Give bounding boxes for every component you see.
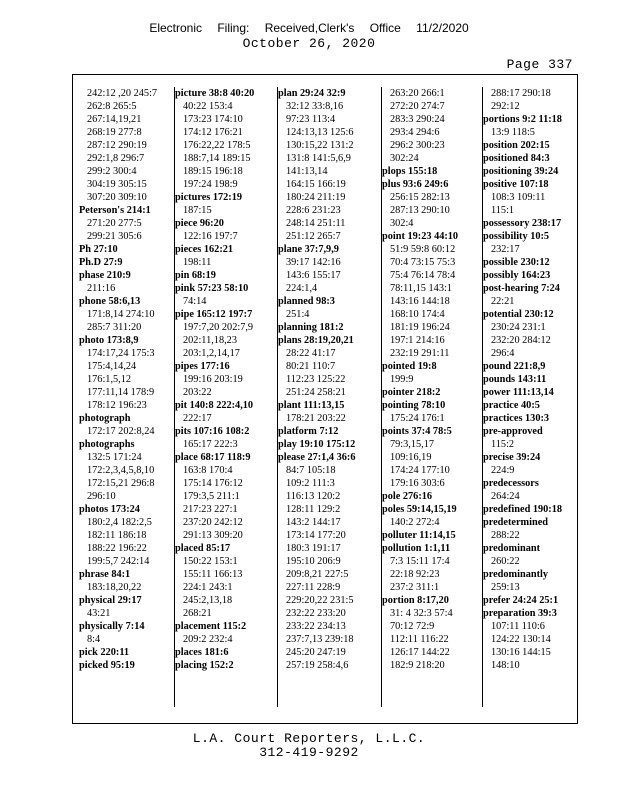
index-term: pin 68:19 bbox=[175, 270, 216, 281]
filing-word-office: Office bbox=[369, 21, 401, 35]
index-page-refs: 296:10 bbox=[87, 491, 116, 502]
index-page-refs: 109:2 111:3 bbox=[286, 478, 335, 489]
index-page-refs: 115:2 bbox=[491, 439, 515, 450]
index-term: phrase 84:1 bbox=[79, 569, 131, 580]
index-page-refs: 203:1,2,14,17 bbox=[183, 348, 240, 359]
index-page-refs: 267:14,19,21 bbox=[87, 114, 142, 125]
index-page-refs: 171:8,14 274:10 bbox=[87, 309, 155, 320]
index-term: possessory 238:17 bbox=[483, 218, 562, 229]
index-page-refs: 143:16 144:18 bbox=[390, 296, 450, 307]
index-page-refs: 230:24 231:1 bbox=[491, 322, 546, 333]
index-term: please 27:1,4 36:6 bbox=[278, 452, 356, 463]
index-page-refs: 232:17 bbox=[491, 244, 520, 255]
index-page-refs: 173:14 177:20 bbox=[286, 530, 346, 541]
index-column-5 bbox=[482, 87, 578, 707]
index-page-refs: 199:5,7 242:14 bbox=[87, 556, 150, 567]
index-page-refs: 180:24 211:19 bbox=[286, 192, 346, 203]
index-page-refs: 70:4 73:15 75:3 bbox=[390, 257, 456, 268]
index-page-refs: 242:12 ,20 245:7 bbox=[87, 88, 158, 99]
index-term: pieces 162:21 bbox=[175, 244, 234, 255]
index-page-refs: 262:8 265:5 bbox=[87, 101, 137, 112]
index-page-refs: 180:3 191:17 bbox=[286, 543, 341, 554]
index-page-refs: 288:22 bbox=[491, 530, 520, 541]
index-page-refs: 233:22 234:13 bbox=[286, 621, 346, 632]
index-page-refs: 259:13 bbox=[491, 582, 520, 593]
index-page-refs: 197:1 214:16 bbox=[390, 335, 445, 346]
index-term: practices 130:3 bbox=[483, 413, 550, 424]
index-term: Ph.D 27:9 bbox=[79, 257, 123, 268]
index-term: phone 58:6,13 bbox=[79, 296, 141, 307]
index-page-refs: 224:1,4 bbox=[286, 283, 318, 294]
index-page-refs: 165:17 222:3 bbox=[183, 439, 238, 450]
index-page-refs: 203:22 bbox=[183, 387, 212, 398]
index-page-refs: 155:11 166:13 bbox=[183, 569, 243, 580]
index-page-refs: 232:19 291:11 bbox=[390, 348, 450, 359]
index-term: photograph bbox=[79, 413, 131, 424]
index-page-refs: 164:15 166:19 bbox=[286, 179, 346, 190]
index-page-refs: 143:6 155:17 bbox=[286, 270, 341, 281]
index-page-refs: 40:22 153:4 bbox=[183, 101, 233, 112]
index-page-refs: 70:12 72:9 bbox=[390, 621, 435, 632]
index-term: polluter 11:14,15 bbox=[382, 530, 456, 541]
index-page-refs: 283:3 290:24 bbox=[390, 114, 445, 125]
index-term: picked 95:19 bbox=[79, 660, 135, 671]
index-term: physical 29:17 bbox=[79, 595, 142, 606]
index-page-refs: 232:20 284:12 bbox=[491, 335, 551, 346]
index-page-refs: 179:16 303:6 bbox=[390, 478, 445, 489]
index-page-refs: 78:11,15 143:1 bbox=[390, 283, 452, 294]
index-term: placement 115:2 bbox=[175, 621, 247, 632]
index-page-refs: 172:15,21 296:8 bbox=[87, 478, 155, 489]
transcript-date: October 26, 2020 bbox=[242, 36, 376, 51]
index-page-refs: 268:19 277:8 bbox=[87, 127, 142, 138]
index-page-refs: 224:9 bbox=[491, 465, 515, 476]
index-page-refs: 287:13 290:10 bbox=[390, 205, 450, 216]
index-term: pit 140:8 222:4,10 bbox=[175, 400, 254, 411]
index-term: places 181:6 bbox=[175, 647, 229, 658]
index-page-refs: 31: 4 32:3 57:4 bbox=[390, 608, 453, 619]
index-page-refs: 175:14 176:12 bbox=[183, 478, 243, 489]
index-term: predefined 190:18 bbox=[483, 504, 563, 515]
index-term: planning 181:2 bbox=[278, 322, 344, 333]
index-page-refs: 202:11,18,23 bbox=[183, 335, 237, 346]
index-term: pits 107:16 108:2 bbox=[175, 426, 250, 437]
index-page-refs: 251:4 bbox=[286, 309, 310, 320]
index-page-refs: 304:19 305:15 bbox=[87, 179, 147, 190]
index-term: pre-approved bbox=[483, 426, 543, 437]
index-term: pounds 143:11 bbox=[483, 374, 547, 385]
filing-date: 11/2/2020 bbox=[416, 21, 469, 35]
index-term: positioning 39:24 bbox=[483, 166, 559, 177]
index-page-refs: 75:4 76:14 78:4 bbox=[390, 270, 456, 281]
index-page-refs: 256:15 282:13 bbox=[390, 192, 450, 203]
index-page-refs: 197:7,20 202:7,9 bbox=[183, 322, 254, 333]
index-page-refs: 124:13,13 125:6 bbox=[286, 127, 354, 138]
index-column-4 bbox=[381, 87, 483, 707]
index-term: preparation 39:3 bbox=[483, 608, 557, 619]
index-page-refs: 176:1,5,12 bbox=[87, 374, 132, 385]
index-page-refs: 288:17 290:18 bbox=[491, 88, 551, 99]
index-page-refs: 237:7,13 239:18 bbox=[286, 634, 354, 645]
index-page-refs: 285:7 311:20 bbox=[87, 322, 142, 333]
index-page-refs: 264:24 bbox=[491, 491, 520, 502]
index-term: predominantly bbox=[483, 569, 549, 580]
index-page-refs: 199:16 203:19 bbox=[183, 374, 243, 385]
index-page-refs: 299:2 300:4 bbox=[87, 166, 137, 177]
index-term: pointing 78:10 bbox=[382, 400, 446, 411]
filing-word-received: Received,Clerk's bbox=[264, 21, 355, 35]
index-page-refs: 140:2 272:4 bbox=[390, 517, 440, 528]
index-page-refs: 209:2 232:4 bbox=[183, 634, 233, 645]
index-page-refs: 291:13 309:20 bbox=[183, 530, 243, 541]
index-box bbox=[72, 74, 578, 724]
index-page-refs: 179:3,5 211:1 bbox=[183, 491, 240, 502]
index-term: plops 155:18 bbox=[382, 166, 438, 177]
index-page-refs: 245:20 247:19 bbox=[286, 647, 346, 658]
index-term: pointer 218:2 bbox=[382, 387, 441, 398]
index-term: plant 111:13,15 bbox=[278, 400, 345, 411]
index-term: plane 37:7,9,9 bbox=[278, 244, 339, 255]
index-page-refs: 43:21 bbox=[87, 608, 111, 619]
index-term: pick 220:11 bbox=[79, 647, 130, 658]
index-page-refs: 296:2 300:23 bbox=[390, 140, 445, 151]
index-page-refs: 229:20,22 231:5 bbox=[286, 595, 354, 606]
index-page-refs: 182:9 218:20 bbox=[390, 660, 445, 671]
index-page-refs: 188:22 196:22 bbox=[87, 543, 147, 554]
index-page-refs: 251:12 265:7 bbox=[286, 231, 341, 242]
index-term: portion 8:17,20 bbox=[382, 595, 449, 606]
index-page-refs: 130:16 144:15 bbox=[491, 647, 551, 658]
index-term: Peterson's 214:1 bbox=[79, 205, 151, 216]
index-page-refs: 51:9 59:8 60:12 bbox=[390, 244, 456, 255]
index-page-refs: 148:10 bbox=[491, 660, 520, 671]
index-page-refs: 268:21 bbox=[183, 608, 212, 619]
index-page-refs: 217:23 227:1 bbox=[183, 504, 238, 515]
index-page-refs: 222:17 bbox=[183, 413, 212, 424]
index-page-refs: 13:9 118:5 bbox=[491, 127, 535, 138]
index-page-refs: 227:11 228:9 bbox=[286, 582, 341, 593]
index-term: pictures 172:19 bbox=[175, 192, 243, 203]
index-term: portions 9:2 11:18 bbox=[483, 114, 562, 125]
index-page-refs: 292:12 bbox=[491, 101, 520, 112]
index-page-refs: 182:11 186:18 bbox=[87, 530, 147, 541]
index-page-refs: 150:22 153:1 bbox=[183, 556, 238, 567]
index-page-refs: 109:16,19 bbox=[390, 452, 432, 463]
index-page-refs: 116:13 120:2 bbox=[286, 491, 341, 502]
index-page-refs: 122:16 197:7 bbox=[183, 231, 238, 242]
reporter-company: L.A. Court Reporters, L.L.C. bbox=[192, 731, 426, 746]
index-page-refs: 251:24 258:21 bbox=[286, 387, 346, 398]
index-page-refs: 7:3 15:11 17:4 bbox=[390, 556, 450, 567]
index-term: plan 29:24 32:9 bbox=[278, 88, 346, 99]
index-term: points 37:4 78:5 bbox=[382, 426, 452, 437]
index-page-refs: 181:19 196:24 bbox=[390, 322, 450, 333]
index-term: place 68:17 118:9 bbox=[175, 452, 251, 463]
index-term: photos 173:24 bbox=[79, 504, 140, 515]
index-page-refs: 248:14 251:11 bbox=[286, 218, 346, 229]
index-page-refs: 260:22 bbox=[491, 556, 520, 567]
index-term: physically 7:14 bbox=[79, 621, 145, 632]
index-term: predominant bbox=[483, 543, 541, 554]
index-term: point 19:23 44:10 bbox=[382, 231, 459, 242]
index-page-refs: 28:22 41:17 bbox=[286, 348, 336, 359]
index-page-refs: 168:10 174:4 bbox=[390, 309, 445, 320]
index-page-refs: 292:1,8 296:7 bbox=[87, 153, 145, 164]
reporter-phone: 312-419-9292 bbox=[259, 745, 359, 760]
index-page-refs: 176:22,22 178:5 bbox=[183, 140, 251, 151]
index-page-refs: 108:3 109:11 bbox=[491, 192, 546, 203]
index-page-refs: 245:2,13,18 bbox=[183, 595, 233, 606]
index-page-refs: 198:11 bbox=[183, 257, 212, 268]
index-page-refs: 130:15,22 131:2 bbox=[286, 140, 354, 151]
index-page-refs: 112:11 116:22 bbox=[390, 634, 449, 645]
index-page-refs: 74:14 bbox=[183, 296, 207, 307]
index-term: planned 98:3 bbox=[278, 296, 335, 307]
index-term: plans 28:19,20,21 bbox=[278, 335, 354, 346]
index-term: pole 276:16 bbox=[382, 491, 433, 502]
index-page-refs: 8:4 bbox=[87, 634, 101, 645]
index-page-refs: 177:11,14 178:9 bbox=[87, 387, 155, 398]
index-page-refs: 79:3,15,17 bbox=[390, 439, 435, 450]
index-term: pipes 177:16 bbox=[175, 361, 230, 372]
index-page-refs: 209:8,21 227:5 bbox=[286, 569, 349, 580]
index-page-refs: 141:13,14 bbox=[286, 166, 328, 177]
index-page-refs: 272:20 274:7 bbox=[390, 101, 445, 112]
index-term: Ph 27:10 bbox=[79, 244, 118, 255]
index-page-refs: 124:22 130:14 bbox=[491, 634, 551, 645]
index-term: possibly 164:23 bbox=[483, 270, 551, 281]
index-term: predetermined bbox=[483, 517, 549, 528]
index-term: piece 96:20 bbox=[175, 218, 224, 229]
index-page-refs: 174:17,24 175:3 bbox=[87, 348, 155, 359]
index-page-refs: 237:2 311:1 bbox=[390, 582, 440, 593]
filing-stamp bbox=[0, 21, 618, 35]
index-page-refs: 188:7,14 189:15 bbox=[183, 153, 251, 164]
index-column-3 bbox=[277, 87, 382, 707]
index-page-refs: 307:20 309:10 bbox=[87, 192, 147, 203]
index-term: power 111:13,14 bbox=[483, 387, 554, 398]
page-number: Page 337 bbox=[506, 57, 573, 72]
index-page-refs: 84:7 105:18 bbox=[286, 465, 336, 476]
index-page-refs: 132:5 171:24 bbox=[87, 452, 142, 463]
index-page-refs: 197:24 198:9 bbox=[183, 179, 238, 190]
index-page-refs: 257:19 258:4,6 bbox=[286, 660, 349, 671]
index-page-refs: 178:21 203:22 bbox=[286, 413, 346, 424]
index-page-refs: 189:15 196:18 bbox=[183, 166, 243, 177]
index-term: picture 38:8 40:20 bbox=[175, 88, 255, 99]
index-term: platform 7:12 bbox=[278, 426, 339, 437]
index-page-refs: 32:12 33:8,16 bbox=[286, 101, 344, 112]
index-page-refs: 131:8 141:5,6,9 bbox=[286, 153, 351, 164]
index-term: pipe 165:12 197:7 bbox=[175, 309, 253, 320]
index-page-refs: 174:12 176:21 bbox=[183, 127, 243, 138]
index-term: placed 85:17 bbox=[175, 543, 231, 554]
index-page-refs: 175:4,14,24 bbox=[87, 361, 137, 372]
index-term: practice 40:5 bbox=[483, 400, 540, 411]
index-term: possibility 10:5 bbox=[483, 231, 550, 242]
index-page-refs: 224:1 243:1 bbox=[183, 582, 233, 593]
index-term: prefer 24:24 25:1 bbox=[483, 595, 559, 606]
index-term: positive 107:18 bbox=[483, 179, 549, 190]
index-term: pointed 19:8 bbox=[382, 361, 437, 372]
index-term: plus 93:6 249:6 bbox=[382, 179, 449, 190]
index-page-refs: 183:18,20,22 bbox=[87, 582, 142, 593]
index-term: placing 152:2 bbox=[175, 660, 234, 671]
index-page-refs: 175:24 176:1 bbox=[390, 413, 445, 424]
index-page-refs: 296:4 bbox=[491, 348, 515, 359]
index-page-refs: 187:15 bbox=[183, 205, 212, 216]
index-page-refs: 143:2 144:17 bbox=[286, 517, 341, 528]
index-page-refs: 237:20 242:12 bbox=[183, 517, 243, 528]
index-page-refs: 271:20 277:5 bbox=[87, 218, 142, 229]
index-page-refs: 199:9 bbox=[390, 374, 414, 385]
filing-word-filing: Filing: bbox=[217, 21, 250, 35]
index-term: positioned 84:3 bbox=[483, 153, 550, 164]
index-term: play 19:10 175:12 bbox=[278, 439, 356, 450]
index-term: post-hearing 7:24 bbox=[483, 283, 560, 294]
index-page-refs: 163:8 170:4 bbox=[183, 465, 233, 476]
index-term: pink 57:23 58:10 bbox=[175, 283, 249, 294]
index-page-refs: 126:17 144:22 bbox=[390, 647, 450, 658]
index-page-refs: 228:6 231:23 bbox=[286, 205, 341, 216]
index-page-refs: 211:16 bbox=[87, 283, 116, 294]
index-column-1 bbox=[78, 87, 175, 707]
index-term: photographs bbox=[79, 439, 135, 450]
index-page-refs: 302:4 bbox=[390, 218, 414, 229]
index-page-refs: 115:1 bbox=[491, 205, 515, 216]
index-term: potential 230:12 bbox=[483, 309, 554, 320]
index-page-refs: 172:2,3,4,5,8,10 bbox=[87, 465, 155, 476]
index-page-refs: 97:23 113:4 bbox=[286, 114, 336, 125]
index-page-refs: 263:20 266:1 bbox=[390, 88, 445, 99]
index-page-refs: 112:23 125:22 bbox=[286, 374, 346, 385]
index-page-refs: 172:17 202:8,24 bbox=[87, 426, 155, 437]
index-term: predecessors bbox=[483, 478, 539, 489]
index-page-refs: 39:17 142:16 bbox=[286, 257, 341, 268]
index-term: position 202:15 bbox=[483, 140, 550, 151]
index-page-refs: 22:21 bbox=[491, 296, 515, 307]
index-page-refs: 173:23 174:10 bbox=[183, 114, 243, 125]
index-term: precise 39:24 bbox=[483, 452, 541, 463]
index-term: pollution 1:1,11 bbox=[382, 543, 451, 554]
index-page-refs: 293:4 294:6 bbox=[390, 127, 440, 138]
index-page-refs: 299:21 305:6 bbox=[87, 231, 142, 242]
index-term: phase 210:9 bbox=[79, 270, 131, 281]
index-page-refs: 174:24 177:10 bbox=[390, 465, 450, 476]
index-column-2 bbox=[174, 87, 278, 707]
index-page-refs: 180:2,4 182:2,5 bbox=[87, 517, 152, 528]
index-page-refs: 107:11 110:6 bbox=[491, 621, 545, 632]
index-term: photo 173:8,9 bbox=[79, 335, 139, 346]
index-page-refs: 128:11 129:2 bbox=[286, 504, 341, 515]
index-page-refs: 178:12 196:23 bbox=[87, 400, 147, 411]
index-term: possible 230:12 bbox=[483, 257, 550, 268]
index-page-refs: 195:10 206:9 bbox=[286, 556, 341, 567]
index-term: poles 59:14,15,19 bbox=[382, 504, 457, 515]
index-term: pound 221:8,9 bbox=[483, 361, 546, 372]
index-page-refs: 22:18 92:23 bbox=[390, 569, 440, 580]
index-page-refs: 232:22 233:20 bbox=[286, 608, 346, 619]
index-page-refs: 287:12 290:19 bbox=[87, 140, 147, 151]
index-page-refs: 80:21 110:7 bbox=[286, 361, 336, 372]
index-page-refs: 302:24 bbox=[390, 153, 419, 164]
filing-word-electronic: Electronic bbox=[149, 21, 202, 35]
